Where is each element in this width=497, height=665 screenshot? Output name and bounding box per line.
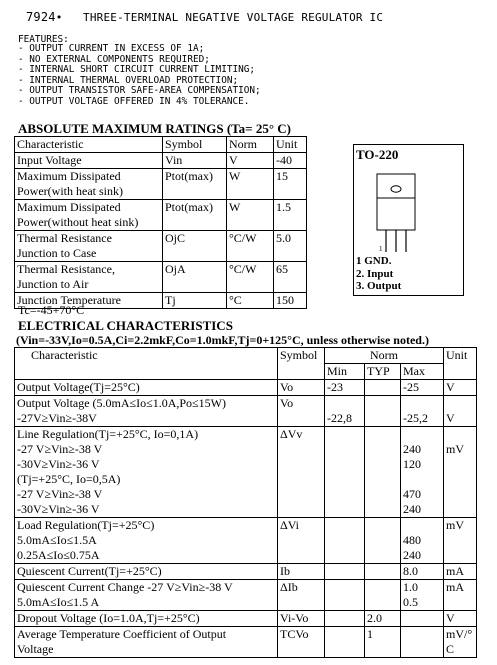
table-cell	[325, 611, 365, 627]
table-cell: -40	[274, 153, 307, 169]
table-cell: °C/W	[227, 262, 274, 293]
table-cell: °C/W	[227, 231, 274, 262]
table-cell: OjA	[163, 262, 227, 293]
table-cell: mV/° C	[444, 627, 477, 658]
bullet: •	[55, 11, 63, 24]
header-cell: TYP	[365, 364, 401, 380]
table-cell: V	[444, 380, 477, 396]
table-cell: OjC	[163, 231, 227, 262]
header-cell: Characteristic	[15, 137, 163, 153]
part-number: 7924	[26, 10, 56, 24]
header-cell: Unit	[274, 137, 307, 153]
header-cell: Symbol	[278, 348, 325, 380]
pin-item: 2. Input	[356, 267, 394, 280]
table-cell	[365, 564, 401, 580]
table-row	[15, 580, 477, 611]
table-cell: Vo	[278, 380, 325, 396]
table-cell: V	[444, 396, 477, 427]
table-cell: 2.0	[365, 611, 401, 627]
table-cell	[325, 627, 365, 658]
table-header-row	[15, 348, 477, 364]
table-cell: Maximum Dissipated Power(with heat sink)	[15, 169, 163, 200]
table-cell: W	[227, 169, 274, 200]
table-cell: mV	[444, 518, 477, 564]
tc-range: Tc=-45+70°C	[18, 303, 85, 317]
table-cell: -25	[401, 380, 444, 396]
table-cell: Thermal Resistance Junction to Case	[15, 231, 163, 262]
table-cell: 1.5	[274, 200, 307, 231]
package-box	[353, 144, 464, 296]
package-name: TO-220	[356, 147, 399, 162]
table-cell: Line Regulation(Tj=+25°C, Io=0,1A) -27 V≥Vin≥-38 V -30V≥Vin≥-36 V (Tj=+25°C, Io=0,5A) -27 V≥Vin≥-38 V -30V≥Vin≥-36 V	[15, 427, 278, 518]
table-cell: Maximum Dissipated Power(without heat sink)	[15, 200, 163, 231]
table-cell: 15	[274, 169, 307, 200]
table-row	[15, 396, 477, 427]
table-cell: mA	[444, 564, 477, 580]
table-cell: Input Voltage	[15, 153, 163, 169]
table-cell: Ib	[278, 564, 325, 580]
electrical-table	[14, 347, 477, 658]
table-cell	[365, 396, 401, 427]
table-cell: Vo	[278, 396, 325, 427]
table-cell: 240 120 470 240	[401, 427, 444, 518]
table-cell	[325, 564, 365, 580]
table-cell: mV	[444, 427, 477, 518]
pin-list	[356, 255, 401, 293]
table-cell: Junction Temperature	[15, 293, 163, 309]
table-cell: ΔVv	[278, 427, 325, 518]
feature-item: - OUTPUT CURRENT IN EXCESS OF 1A;	[18, 43, 205, 54]
table-cell: Average Temperature Coefficient of Output Voltage	[15, 627, 278, 658]
header-cell: Max	[401, 364, 444, 380]
header-cell: Min	[325, 364, 365, 380]
table-cell: Thermal Resistance, Junction to Air	[15, 262, 163, 293]
table-cell: V	[444, 611, 477, 627]
table-cell	[325, 580, 365, 611]
table-cell	[325, 518, 365, 564]
table-cell: 1.0 0.5	[401, 580, 444, 611]
table-cell: Ptot(max)	[163, 200, 227, 231]
table-row	[15, 169, 307, 200]
feature-item: - NO EXTERNAL COMPONENTS REQUIRED;	[18, 53, 210, 65]
table-cell: -23	[325, 380, 365, 396]
header-cell: Norm	[227, 137, 274, 153]
table-row	[15, 611, 477, 627]
header-cell: Symbol	[163, 137, 227, 153]
table-cell: ΔVi	[278, 518, 325, 564]
feature-item: - INTERNAL SHORT CIRCUIT CURRENT LIMITING;	[18, 64, 256, 76]
table-cell: 5.0	[274, 231, 307, 262]
pin-1-marker: 1	[379, 245, 383, 253]
to220-package-drawing	[376, 173, 442, 253]
table-cell: Load Regulation(Tj=+25°C) 5.0mA≤Io≤1.5A 0.25A≤Io≤0.75A	[15, 518, 278, 564]
table-cell	[365, 518, 401, 564]
feature-item: - OUTPUT VOLTAGE OFFERED IN 4% TOLERANCE.	[18, 95, 250, 107]
header-cell: Characteristic	[15, 348, 278, 380]
table-row	[15, 564, 477, 580]
table-cell: 1	[365, 627, 401, 658]
features-heading: FEATURES:	[18, 34, 69, 45]
header-cell: Norm	[325, 348, 444, 364]
pin-item: 1 GND.	[356, 255, 392, 267]
table-cell: 150	[274, 293, 307, 309]
electrical-conditions: (Vin=-33V,Io=0.5A,Ci=2.2mkF,Co=1.0mkF,Tj=0+125°C, unless otherwise noted.)	[16, 333, 429, 347]
table-cell: Vin	[163, 153, 227, 169]
abs-max-heading: ABSOLUTE MAXIMUM RATINGS (Ta= 25° C)	[18, 121, 291, 136]
table-cell: °C	[227, 293, 274, 309]
table-row	[15, 200, 307, 231]
table-row	[15, 231, 307, 262]
table-row	[15, 518, 477, 564]
table-cell: W	[227, 200, 274, 231]
table-cell	[401, 627, 444, 658]
pin-item: 3. Output	[356, 280, 402, 292]
table-cell	[365, 380, 401, 396]
table-cell: ΔIb	[278, 580, 325, 611]
table-cell: V	[227, 153, 274, 169]
table-cell	[365, 427, 401, 518]
table-cell: TCVo	[278, 627, 325, 658]
table-cell: Output Voltage (5.0mA≤Io≤1.0A,Po≤15W) -27V≥Vin≥-38V	[15, 396, 278, 427]
table-header-row	[15, 137, 307, 153]
feature-item: - INTERNAL THERMAL OVERLOAD PROTECTION;	[18, 74, 239, 86]
electrical-heading: ELECTRICAL CHARACTERISTICS	[18, 318, 233, 333]
table-cell: -22,8	[325, 396, 365, 427]
table-cell: Ptot(max)	[163, 169, 227, 200]
table-cell: Quiescent Current Change -27 V≥Vin≥-38 V 5.0mA≤Io≤1.5 A	[15, 580, 278, 611]
table-cell	[365, 580, 401, 611]
table-row	[15, 627, 477, 658]
abs-max-table	[14, 136, 307, 309]
table-cell	[401, 611, 444, 627]
table-cell: Vi-Vo	[278, 611, 325, 627]
feature-item: - OUTPUT TRANSISTOR SAFE-AREA COMPENSATION;	[18, 85, 261, 97]
header-cell: Unit	[444, 348, 477, 380]
header-line	[26, 10, 383, 24]
table-cell: Dropout Voltage (Io=1.0A,Tj=+25°C)	[15, 611, 278, 627]
table-cell: -25,2	[401, 396, 444, 427]
table-cell: Output Voltage(Tj=25°C)	[15, 380, 278, 396]
table-cell: Tj	[163, 293, 227, 309]
table-cell: 65	[274, 262, 307, 293]
table-row	[15, 153, 307, 169]
features-list	[18, 44, 261, 108]
table-row	[15, 427, 477, 518]
table-row	[15, 262, 307, 293]
table-cell: 480 240	[401, 518, 444, 564]
table-row	[15, 380, 477, 396]
table-cell: Quiescent Current(Tj=+25°C)	[15, 564, 278, 580]
table-cell: 8.0	[401, 564, 444, 580]
table-cell	[325, 427, 365, 518]
device-title: THREE-TERMINAL NEGATIVE VOLTAGE REGULATOR IC	[83, 11, 384, 24]
table-cell: mA	[444, 580, 477, 611]
